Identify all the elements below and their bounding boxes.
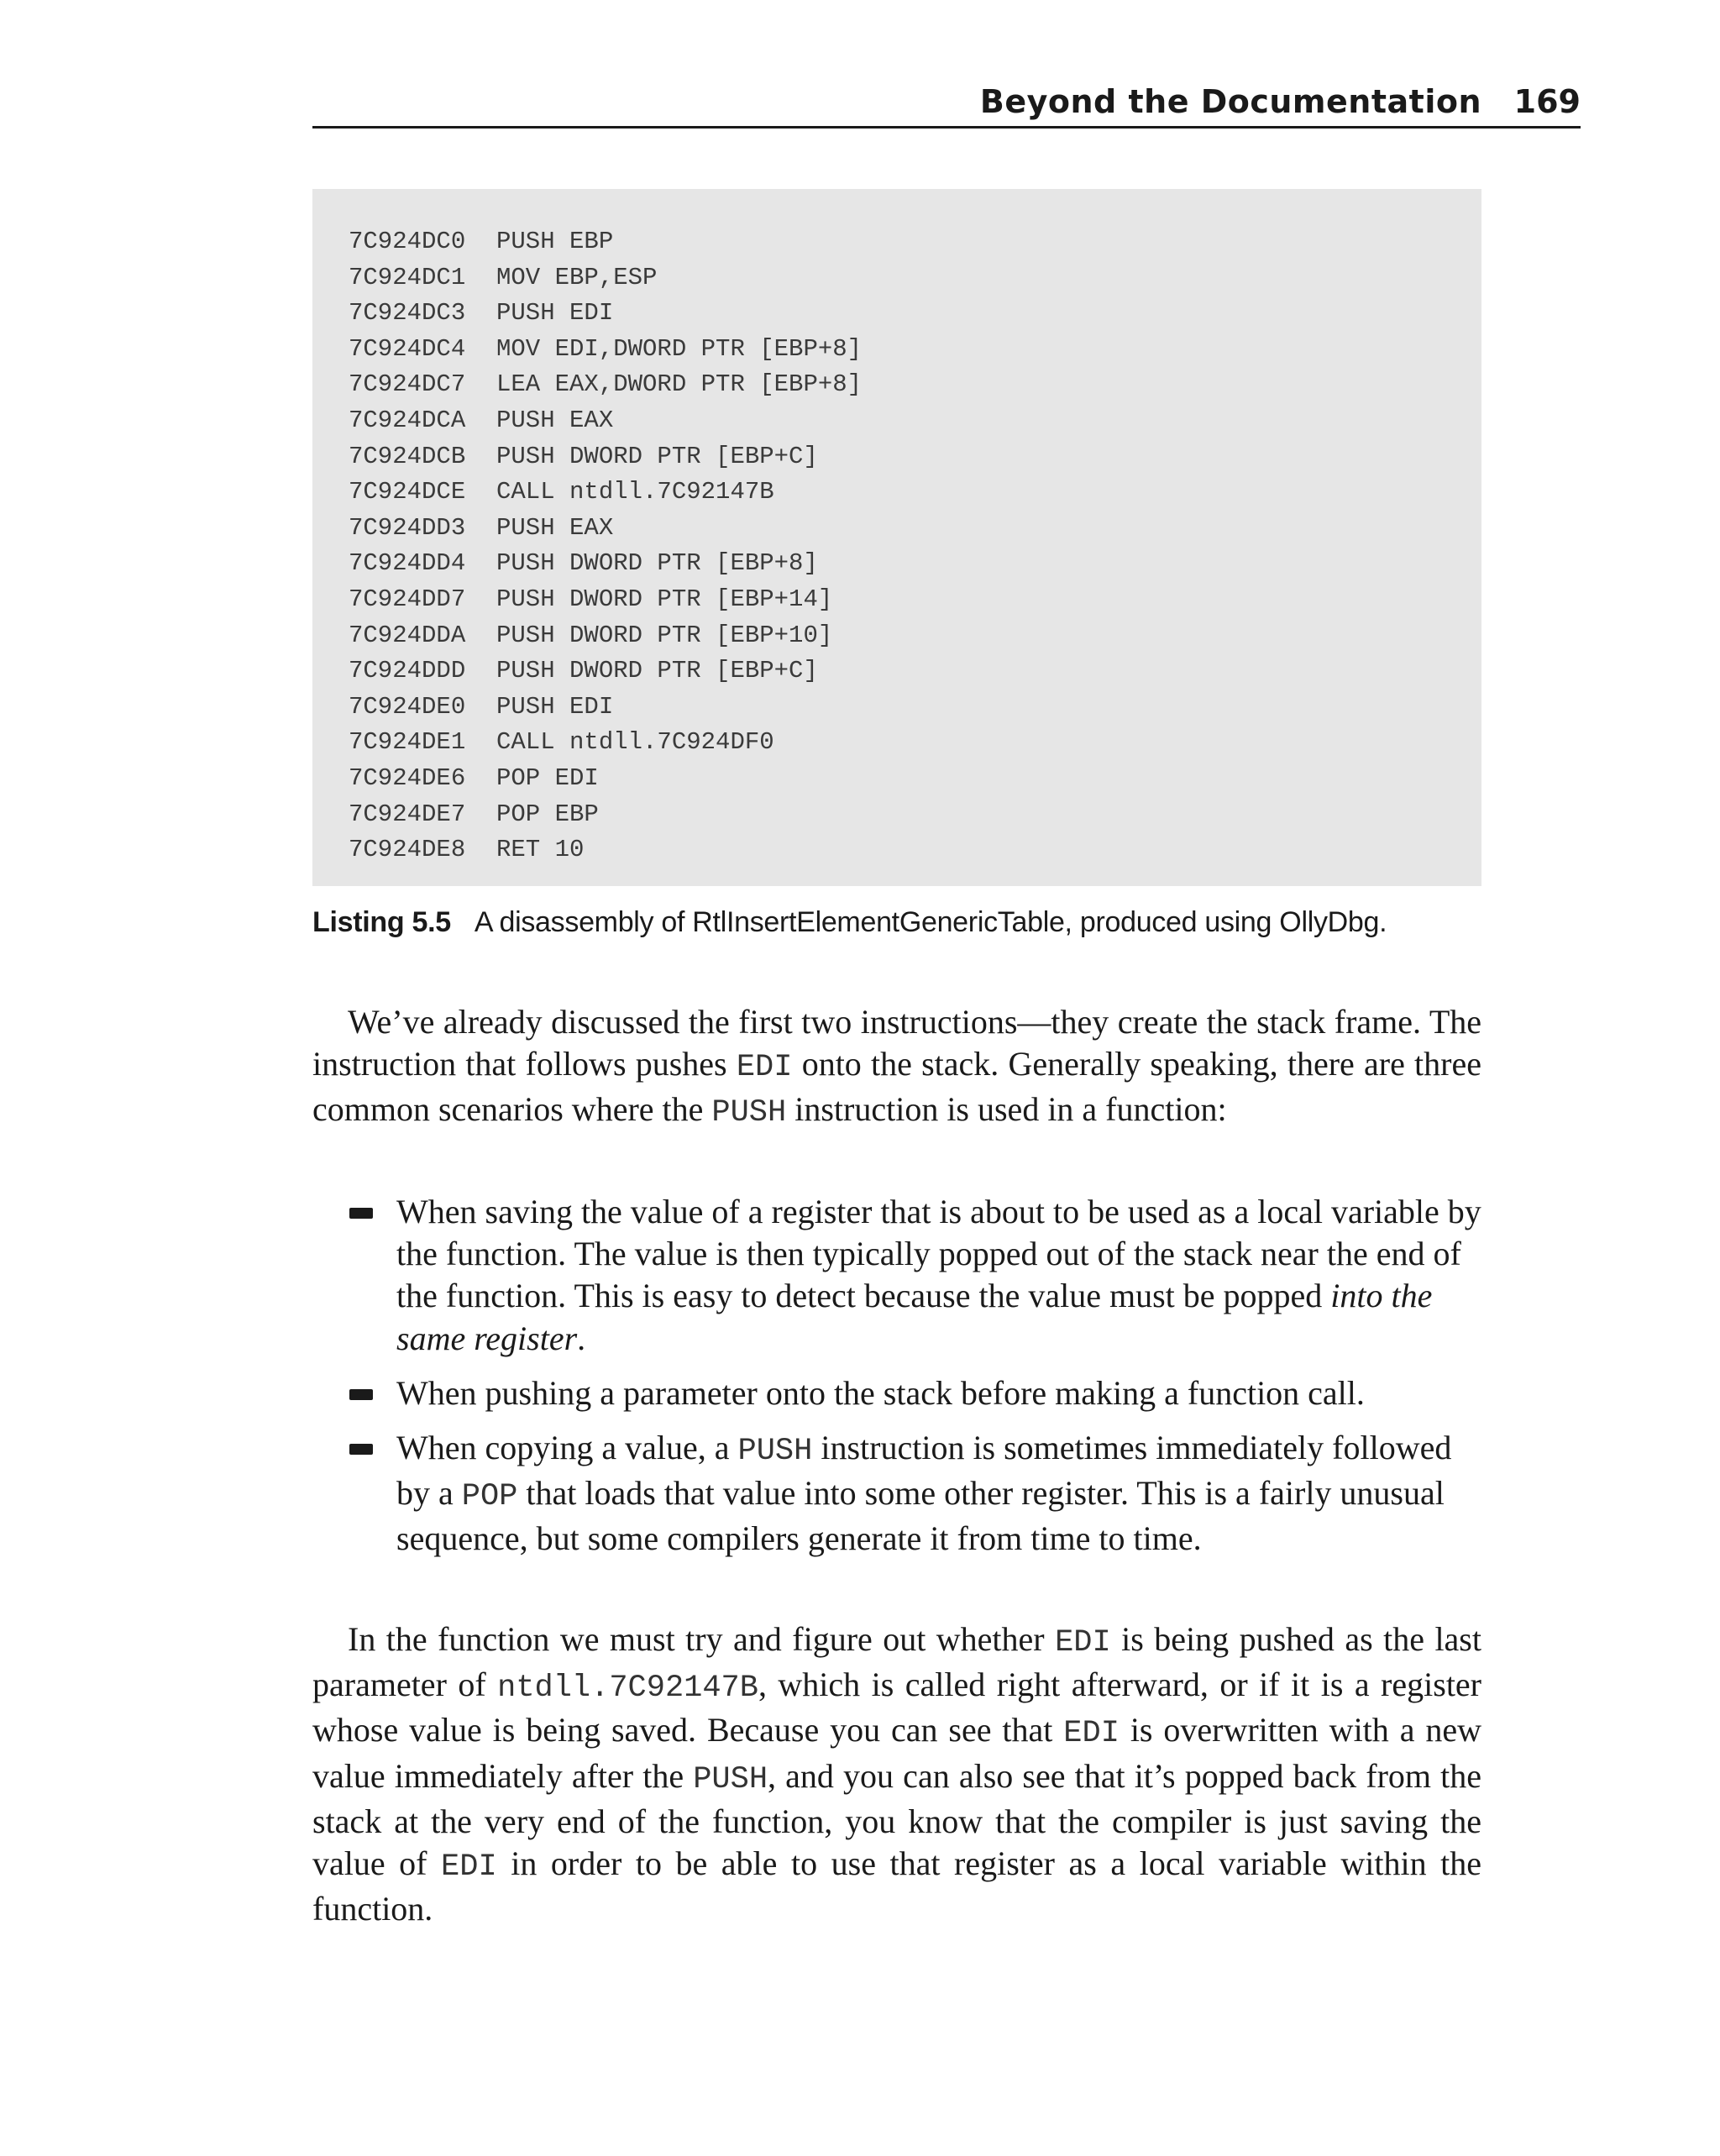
running-title: Beyond the Documentation (979, 83, 1481, 120)
listing-row (349, 761, 862, 797)
inline-code: EDI (441, 1849, 497, 1886)
listing-row (349, 618, 862, 654)
bullet-item (312, 1427, 1481, 1561)
listing-row (349, 690, 862, 726)
instruction-address: 7C924DCA (349, 406, 466, 434)
bullet-text: When copying a value, a (396, 1429, 738, 1467)
emphasis-text: into the same register (396, 1277, 1433, 1357)
instruction-address: 7C924DDD (349, 657, 466, 685)
listing-row (349, 224, 862, 260)
bullet-mark (349, 1444, 373, 1455)
bullet-mark (349, 1389, 373, 1400)
inline-code: PUSH (693, 1761, 768, 1797)
instruction-address: 7C924DD4 (349, 549, 466, 578)
instruction-text: LEA EAX,DWORD PTR [EBP+8] (496, 370, 863, 399)
code-listing (312, 189, 1481, 886)
listing-row (349, 367, 862, 403)
bullet-text: . (577, 1319, 586, 1357)
instruction-address: 7C924DD3 (349, 513, 466, 542)
instruction-address: 7C924DC4 (349, 334, 466, 363)
bullet-list (312, 1191, 1481, 1573)
instruction-address: 7C924DC0 (349, 228, 466, 255)
instruction-text: PUSH EDI (496, 299, 614, 328)
paragraph-intro (312, 1001, 1481, 1135)
listing-row (349, 725, 862, 761)
caption-text: A disassembly of RtlInsertElementGenericTable, produced using OllyDbg. (474, 906, 1387, 938)
instruction-text: CALL ntdll.7C924DF0 (496, 728, 774, 757)
listing-row (349, 653, 862, 690)
listing-row (349, 475, 862, 511)
instruction-text: CALL ntdll.7C92147B (496, 478, 774, 506)
instruction-text: PUSH DWORD PTR [EBP+10] (496, 621, 833, 649)
instruction-address: 7C924DE8 (349, 836, 466, 864)
bullet-mark (349, 1208, 373, 1219)
instruction-address: 7C924DCE (349, 478, 466, 506)
listing-rows (349, 224, 862, 868)
paragraph-text: In the function we must try and figure out whether (348, 1620, 1056, 1658)
instruction-text: PUSH DWORD PTR [EBP+14] (496, 585, 833, 613)
instruction-text: PUSH EDI (496, 692, 614, 721)
inline-code: EDI (1055, 1625, 1111, 1660)
paragraph-text: We’ve already discussed the first two instructions—they create the stack frame. The instruction that follows pushes (312, 1003, 1481, 1083)
listing-row (349, 832, 862, 868)
instruction-address: 7C924DC1 (349, 263, 466, 291)
instruction-text: RET 10 (496, 836, 585, 864)
instruction-text: MOV EDI,DWORD PTR [EBP+8] (496, 334, 863, 363)
running-header (312, 77, 1581, 129)
listing-row (349, 439, 862, 475)
listing-row (349, 797, 862, 833)
instruction-text: PUSH EAX (496, 513, 614, 542)
listing-row (349, 403, 862, 439)
listing-row (349, 296, 862, 332)
inline-code: EDI (736, 1050, 793, 1086)
paragraph-text: is overwritten with a new value immediately after the (312, 1711, 1481, 1795)
instruction-text: POP EBP (496, 800, 599, 828)
instruction-text: PUSH EBP (496, 228, 614, 255)
inline-code: POP (461, 1479, 518, 1515)
instruction-text: PUSH EAX (496, 406, 614, 434)
listing-row (349, 511, 862, 547)
listing-caption (312, 899, 1572, 946)
instruction-text: POP EDI (496, 763, 599, 792)
inline-code: EDI (1063, 1716, 1120, 1752)
caption-label: Listing 5.5 (312, 906, 451, 938)
instruction-text: MOV EBP,ESP (496, 263, 658, 291)
instruction-address: 7C924DE6 (349, 763, 466, 792)
paragraph-text: is being pushed as the last parameter of (312, 1620, 1481, 1704)
listing-row (349, 546, 862, 582)
listing-row (349, 582, 862, 618)
listing-row (349, 260, 862, 296)
instruction-text: PUSH DWORD PTR [EBP+8] (496, 549, 818, 578)
paragraph-text: , and you can also see that it’s popped back from the stack at the very end of the function, you know that the compiler is just saving the value of (312, 1756, 1481, 1883)
instruction-text: PUSH DWORD PTR [EBP+C] (496, 442, 818, 470)
instruction-address: 7C924DC3 (349, 299, 466, 328)
listing-row (349, 332, 862, 368)
instruction-text: PUSH DWORD PTR [EBP+C] (496, 657, 818, 685)
inline-code: PUSH (711, 1095, 787, 1131)
bullet-text: When saving the value of a register that is about to be used as a local variable by the function. The value is then typically popped out of the stack near the end of the function. This is easy to detect because the value must be popped (396, 1193, 1481, 1315)
instruction-address: 7C924DC7 (349, 370, 466, 399)
paragraph-analysis (312, 1618, 1481, 1930)
inline-code: PUSH (737, 1434, 813, 1470)
instruction-address: 7C924DE7 (349, 800, 466, 828)
instruction-address: 7C924DE1 (349, 728, 466, 757)
bullet-item (312, 1191, 1481, 1360)
instruction-address: 7C924DE0 (349, 692, 466, 721)
page-number: 169 (1513, 83, 1581, 120)
bullet-text: When pushing a parameter onto the stack before making a function call. (396, 1373, 1365, 1412)
instruction-address: 7C924DDA (349, 621, 466, 649)
paragraph-text: in order to be able to use that register as a local variable within the function. (312, 1844, 1481, 1928)
bullet-text: instruction is sometimes immediately followed by a (396, 1429, 1452, 1513)
paragraph-text: instruction is used in a function: (786, 1090, 1227, 1129)
inline-code: ntdll.7C92147B (497, 1671, 758, 1707)
paragraph-text: onto the stack. Generally speaking, there are three common scenarios where the (312, 1045, 1481, 1129)
bullet-item (312, 1372, 1481, 1414)
instruction-address: 7C924DD7 (349, 585, 466, 613)
instruction-address: 7C924DCB (349, 442, 466, 470)
bullet-text: that loads that value into some other register. This is a fairly unusual sequence, but some compilers generate it from time to time. (396, 1474, 1445, 1558)
paragraph-text: , which is called right afterward, or if it is a register whose value is being saved. Because you can see that (312, 1666, 1481, 1749)
